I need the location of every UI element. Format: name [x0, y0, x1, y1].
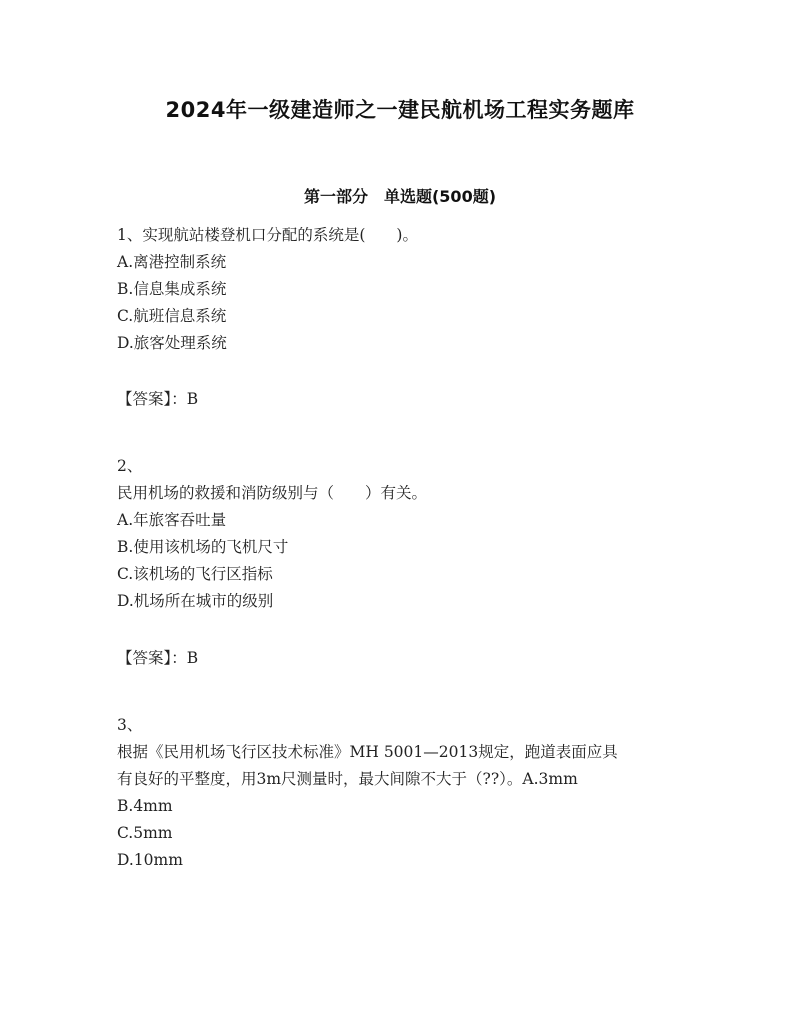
option-b: B.4mm [117, 797, 173, 815]
option-b: B.使用该机场的飞机尺寸 [117, 538, 289, 556]
question-stem: 1、实现航站楼登机口分配的系统是( )。 [117, 226, 418, 244]
question-stem-line-1: 根据《民用机场飞行区技术标准》MH 5001—2013规定，跑道表面应具 [117, 743, 618, 761]
option-c: C.5mm [117, 824, 173, 842]
option-c: C.该机场的飞行区指标 [117, 565, 273, 583]
answer-2: 【答案】：B [117, 649, 199, 667]
option-a: A.年旅客吞吐量 [117, 511, 227, 529]
question-number: 2、 [117, 457, 143, 475]
option-d: D.10mm [117, 851, 183, 869]
document-title: 2024年一级建造师之一建民航机场工程实务题库 [165, 98, 635, 122]
section-title: 第一部分 单选题(500题) [303, 187, 497, 206]
option-c: C.航班信息系统 [117, 307, 227, 325]
question-number: 3、 [117, 716, 143, 734]
question-stem: 民用机场的救援和消防级别与（ ）有关。 [117, 484, 428, 502]
option-b: B.信息集成系统 [117, 280, 227, 298]
answer-1: 【答案】：B [117, 390, 199, 408]
question-3 [117, 712, 687, 874]
question-stem-line-2: 有良好的平整度，用3m尺测量时，最大间隙不大于（??）。A.3mm [117, 770, 578, 788]
question-1 [117, 222, 687, 357]
option-a: A.离港控制系统 [117, 253, 227, 271]
option-d: D.旅客处理系统 [117, 334, 227, 352]
option-d: D.机场所在城市的级别 [117, 592, 274, 610]
question-2 [117, 453, 687, 615]
